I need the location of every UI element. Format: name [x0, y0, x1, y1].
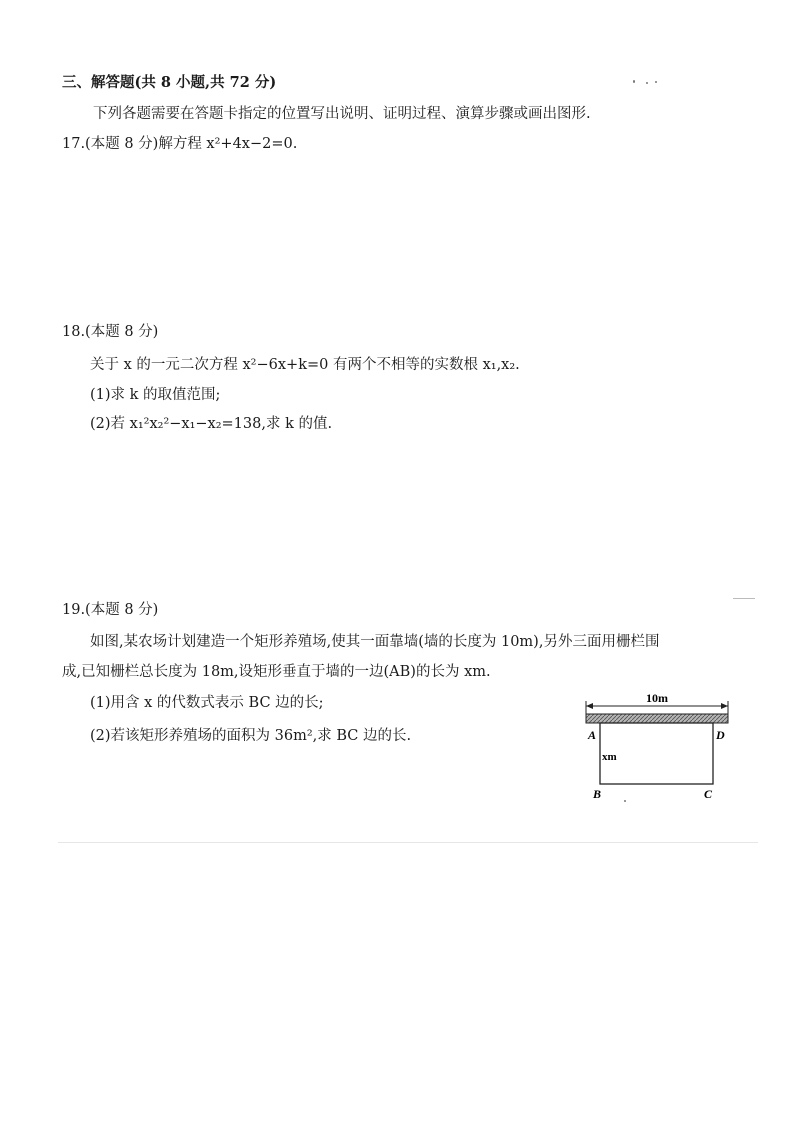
section-instruction: 下列各题需要在答题卡指定的位置写出说明、证明过程、演算步骤或画出图形.	[93, 106, 591, 122]
enclosure-rectangle	[600, 723, 713, 784]
section-header: 三、解答题(共 8 小题,共 72 分)	[62, 74, 277, 91]
question-18-title: 18.(本题 8 分)	[62, 324, 159, 340]
wall	[586, 714, 728, 723]
page-divider	[58, 842, 758, 843]
question-17: 17.(本题 8 分)解方程 x²+4x−2=0.	[62, 136, 298, 152]
question-18-part2: (2)若 x₁²x₂²−x₁−x₂=138,求 k 的值.	[90, 416, 333, 432]
scan-speck	[624, 800, 626, 802]
question-19-figure	[580, 692, 740, 804]
question-19-stem-line2: 成,已知栅栏总长度为 18m,设矩形垂直于墙的一边(AB)的长为 xm.	[62, 664, 491, 680]
vertex-a-label: A	[588, 728, 597, 742]
wall-length-label: 10m	[646, 692, 668, 705]
scan-mark	[733, 598, 755, 599]
scan-speck	[633, 80, 635, 83]
scan-speck	[646, 82, 648, 84]
question-19-title: 19.(本题 8 分)	[62, 602, 159, 618]
vertex-d-label: D	[716, 728, 725, 742]
side-length-label: xm	[602, 751, 617, 763]
question-18-stem: 关于 x 的一元二次方程 x²−6x+k=0 有两个不相等的实数根 x₁,x₂.	[90, 357, 520, 373]
vertex-c-label: C	[704, 787, 713, 801]
question-19-part2: (2)若该矩形养殖场的面积为 36m²,求 BC 边的长.	[90, 728, 412, 744]
scan-speck	[655, 81, 657, 83]
question-19-stem-line1: 如图,某农场计划建造一个矩形养殖场,使其一面靠墙(墙的长度为 10m),另外三面用栅栏围	[90, 634, 660, 650]
vertex-b-label: B	[593, 787, 602, 801]
question-19-part1: (1)用含 x 的代数式表示 BC 边的长;	[90, 695, 324, 711]
question-18-part1: (1)求 k 的取值范围;	[90, 387, 221, 403]
